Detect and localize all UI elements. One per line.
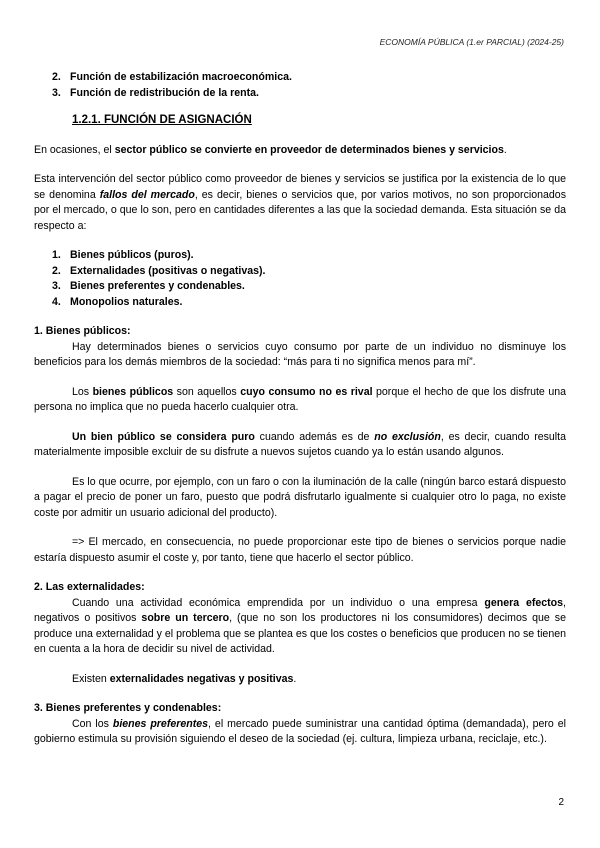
paragraph: => El mercado, en consecuencia, no puede proporcionar este tipo de bienes o servicios porque nadie estaría dispuesto asumir el coste y, por tanto, tiene que hacerlo el sector público.	[34, 536, 566, 564]
subsection-title: 1. Bienes públicos:	[34, 325, 131, 337]
page-content	[34, 70, 566, 748]
paragraph: Es lo que ocurre, por ejemplo, con un faro o con la iluminación de la calle (ningún barco estará dispuesto a pagar el precio de poner un faro, puesto que podrá disfrutarlo igualmente si cualquier otro lo paga, no existe coste por admitir un usuario adicional del producto).	[34, 475, 566, 519]
paragraph: Un bien público se considera puro cuando además es de no exclusión, es decir, cuando resulta materialmente imposible excluir de su disfrute a nuevos sujetos cuando ya lo están usando algunos.	[34, 430, 566, 458]
list-item: 4. Monopolios naturales.	[52, 295, 183, 308]
paragraph: Hay determinados bienes o servicios cuyo consumo por parte de un individuo no disminuye los beneficios para los demás miembros de la sociedad: “más para ti no significa menos para mí”.	[34, 340, 566, 368]
list-item: 3. Bienes preferentes y condenables.	[52, 280, 245, 292]
page-number: 2	[558, 797, 564, 808]
paragraph: Cuando una actividad económica emprendida por un individuo o una empresa genera efectos, negativos o positivos sobre un tercero, (que no son los productores ni los consumidores) decimos que se produce una externalidad y el problema que se plantea es que los costes o beneficios que producen no se tienen en cuenta a la hora de decidir su nivel de actividad.	[34, 596, 566, 655]
list-item: 1. Bienes públicos (puros).	[52, 249, 194, 261]
paragraph-intro: En ocasiones, el sector público se convierte en proveedor de determinados bienes y servicios.	[34, 143, 507, 156]
list-item: 2. Externalidades (positivas o negativas).	[52, 264, 266, 277]
paragraph-market-failures: Esta intervención del sector público como proveedor de bienes y servicios se justifica por la existencia de lo que se denomina fallos del mercado, es decir, bienes o servicios que, por varios motivos, no son proporcionados por el mercado, o que lo son, pero en cantidades diferentes a las que la sociedad demanda. Esta situación se da respecto a:	[34, 173, 566, 232]
subsection-title: 2. Las externalidades:	[34, 581, 145, 593]
paragraph: Existen externalidades negativas y positivas.	[72, 672, 297, 685]
section-title: 1.2.1. FUNCIÓN DE ASIGNACIÓN	[72, 114, 252, 126]
running-header: ECONOMÍA PÚBLICA (1.er PARCIAL) (2024-25)	[379, 37, 564, 47]
failure-list	[34, 248, 566, 310]
paragraph: Los bienes públicos son aquellos cuyo consumo no es rival porque el hecho de que los disfrute una persona no implica que no pueda hacerlo cualquier otra.	[34, 385, 566, 413]
list-item: 3. Función de redistribución de la renta.	[52, 86, 259, 99]
list-item: 2. Función de estabilización macroeconómica.	[52, 71, 292, 83]
subsection-title: 3. Bienes preferentes y condenables:	[34, 702, 222, 714]
function-list	[34, 70, 566, 101]
paragraph: Con los bienes preferentes, el mercado puede suministrar una cantidad óptima (demandada), pero el gobierno estimula su provisión siguiendo el deseo de la sociedad (ej. cultura, limpieza urbana, reciclaje, etc.).	[34, 717, 566, 745]
